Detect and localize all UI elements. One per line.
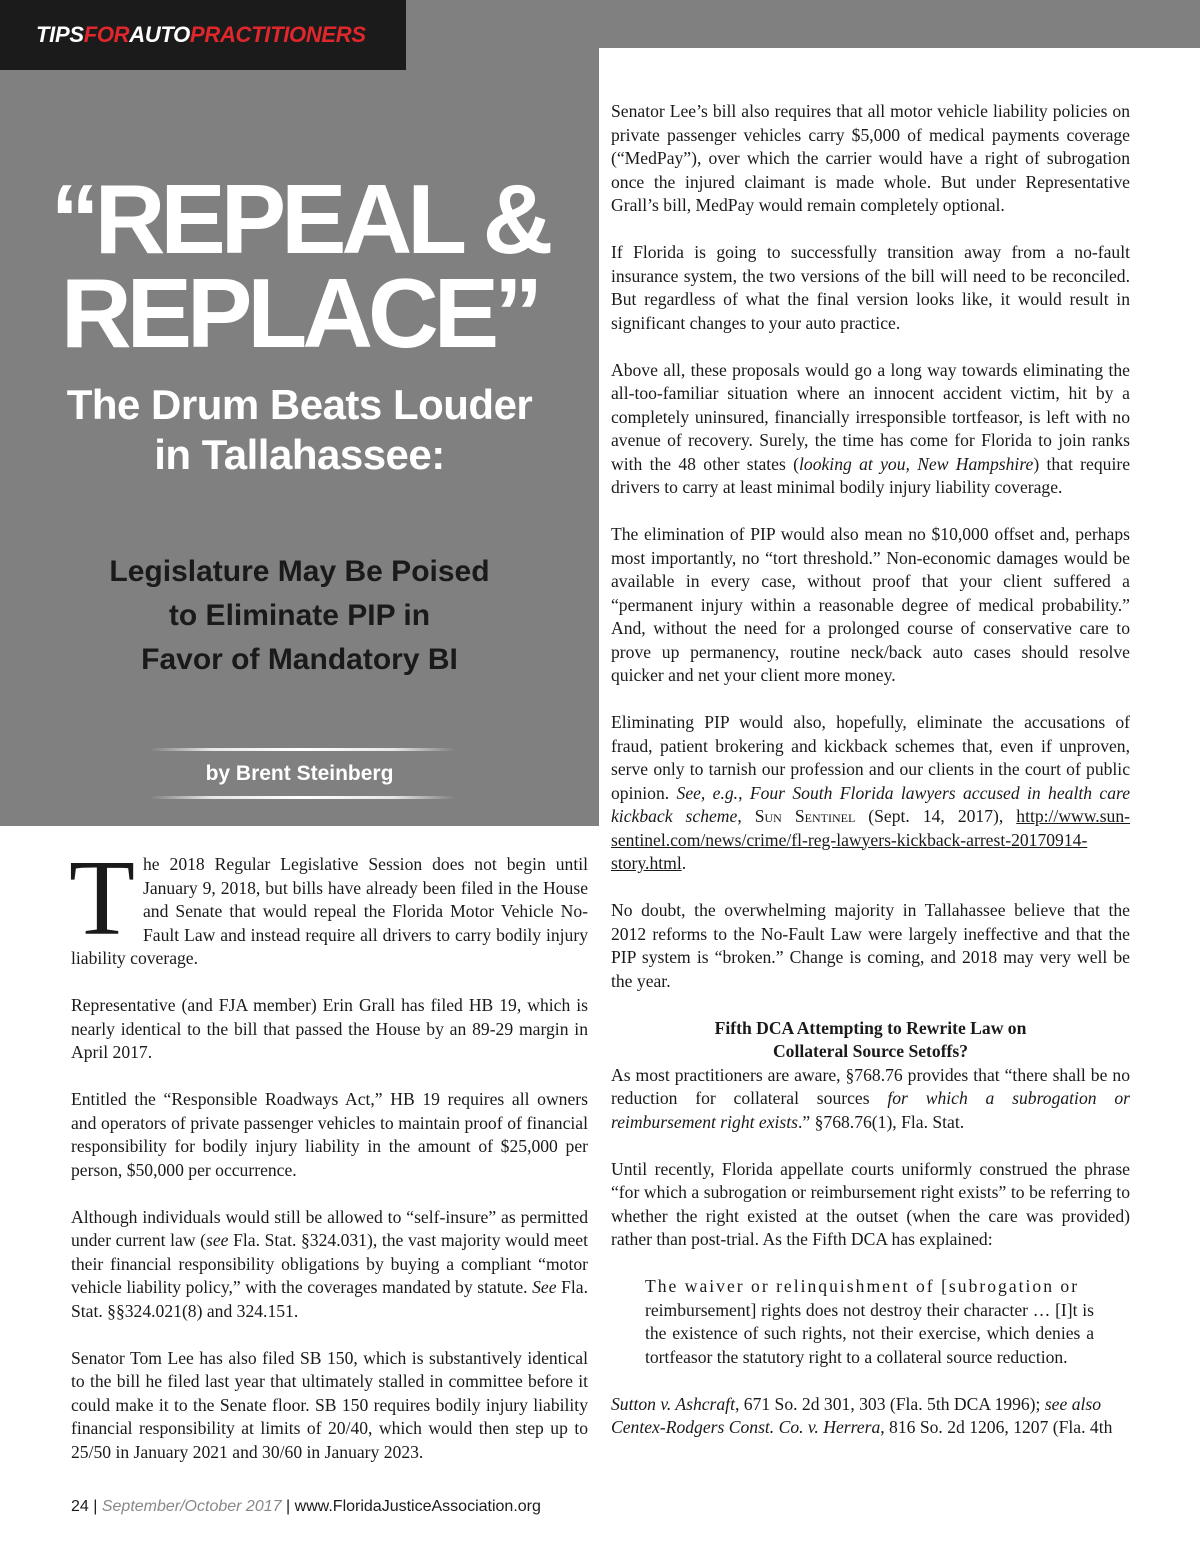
article-paragraph: Senator Tom Lee has also filed SB 150, which is substantively identical to the bill he filed last year that ultimately stalled in committee before it could make it to the Senate floor. SB 150 requires bodily injury liability financial responsibility at limits of 20/40, which would then step up to 25/50 in January 2021 and 30/60 in January 2023. <box>71 1347 588 1462</box>
subtitle-line-2: in Tallahassee: <box>154 431 445 478</box>
issue-date: September/October 2017 <box>101 1498 282 1515</box>
article-paragraph: As most practitioners are aware, §768.76 provides that “there shall be no reduction for collateral sources for which a subrogation or reimbursement right exists.” §768.76(1), Fla. Stat. <box>611 1064 1130 1132</box>
article-paragraph: No doubt, the overwhelming majority in Tallahassee believe that the 2012 reforms to the No-Fault Law were largely ineffective and that the PIP system is “broken.” Change is coming, and 2018 may very well be the year. <box>611 900 1130 991</box>
section-tag <box>0 0 406 70</box>
left-column <box>69 839 588 1488</box>
article-paragraph: Until recently, Florida appellate courts uniformly construed the phrase “for which a subrogation or reimbursement right exists” to be referring to whether the right existed at the outset (when the care was provided) rather than post-trial. As the Fifth DCA has explained: <box>611 1158 1130 1249</box>
byline: by Brent Steinberg <box>205 762 394 785</box>
right-column <box>611 100 1130 1463</box>
drop-cap: T <box>69 839 135 958</box>
deck-line-1: Legislature May Be Poised <box>109 555 490 588</box>
block-quote: The waiver or relinquishment of [subrogation or reimbursement] rights does not destroy their character … [I]t is the existence of such rights, not their exercise, which denies a tortfeasor the statutory right to a collateral source reduction. <box>645 1276 1094 1367</box>
article-paragraph: Eliminating PIP would also, hopefully, eliminate the accusations of fraud, patient brokering and kickback schemes that, even if unproven, serve only to tarnish our profession and our clients in the court of public opinion. See, e.g., Four South Florida lawyers accused in health care kickback scheme, Sun Sentinel (Sept. 14, 2017), http://www.sun-sentinel.com/news/crime/fl-reg-lawyers-kickback-arrest-20170914-story.html. <box>611 712 1130 873</box>
news-article-link[interactable]: http://www.sun-sentinel.com/news/crime/fl-reg-lawyers-kickback-arrest-20170914-story.html <box>611 806 1130 873</box>
section-tag-text: TIPSFORAUTOPRACTITIONERS <box>36 22 366 47</box>
page-footer: 24 | September/October 2017 | www.FloridaJusticeAssociation.org <box>71 1498 541 1515</box>
subtitle-line-1: The Drum Beats Louder <box>66 381 533 428</box>
byline-rule-top <box>150 748 455 751</box>
deck-line-2: to Eliminate PIP in <box>168 599 431 632</box>
article-paragraph: Although individuals would still be allowed to “self-insure” as permitted under current law (see Fla. Stat. §324.031), the vast majority would meet their financial responsibility obligations by buying a compliant “motor vehicle liability policy,” with the coverages mandated by statute. See Fla. Stat. §§324.021(8) and 324.151. <box>71 1206 588 1321</box>
byline-rule-bottom <box>150 796 455 799</box>
headline-line-1: “REPEAL & <box>50 164 549 274</box>
article-paragraph: The 2018 Regular Legislative Session does not begin until January 9, 2018, but bills have already been filed in the House and Senate that would repeal the Florida Motor Vehicle No-Fault Law and instead require all drivers to carry bodily injury liability coverage. <box>69 839 588 968</box>
website-link[interactable]: www.FloridaJusticeAssociation.org <box>294 1498 541 1515</box>
page-number: 24 <box>71 1498 89 1515</box>
section-subhead-line-1: Fifth DCA Attempting to Rewrite Law on <box>714 1017 1027 1038</box>
article-paragraph: The elimination of PIP would also mean no $10,000 offset and, perhaps most importantly, no “tort threshold.” Non-economic damages would be available in every case, without proof that your client suffered a “permanent injury within a reasonable degree of medical probability.” And, without the need for a prolonged course of conservative care to prove up permanency, routine neck/back auto cases should resolve quicker and net your client more money. <box>611 524 1130 685</box>
deck-line-3: Favor of Mandatory BI <box>141 643 458 676</box>
article-paragraph: Above all, these proposals would go a long way towards eliminating the all-too-familiar situation where an innocent accident victim, hit by a completely uninsured, financially irresponsible tortfeasor, is left with no avenue of recovery. Surely, the time has come for Florida to join ranks with the 48 other states (looking at you, New Hampshire) that require drivers to carry at least minimal bodily injury liability coverage. <box>611 359 1131 497</box>
article-paragraph: Sutton v. Ashcraft, 671 So. 2d 301, 303 (Fla. 5th DCA 1996); see also Centex-Rodgers Const. Co. v. Herrera, 816 So. 2d 1206, 1207 (Fla. 4th <box>611 1393 1113 1437</box>
article-paragraph: Senator Lee’s bill also requires that all motor vehicle liability policies on private passenger vehicles carry $5,000 of medical payments coverage (“MedPay”), over which the carrier would have a right of subrogation once the injured claimant is made whole. But under Representative Grall’s bill, MedPay would remain completely optional. <box>611 101 1130 215</box>
article-paragraph: Representative (and FJA member) Erin Grall has filed HB 19, which is nearly identical to the bill that passed the House by an 89-29 margin in April 2017. <box>71 995 588 1062</box>
headline-line-2: REPLACE” <box>60 258 539 368</box>
article-paragraph: If Florida is going to successfully transition away from a no-fault insurance system, the two versions of the bill will need to be reconciled. But regardless of what the final version looks like, it would result in significant changes to your auto practice. <box>611 242 1130 333</box>
article-paragraph: Entitled the “Responsible Roadways Act,” HB 19 requires all owners and operators of private passenger vehicles to maintain proof of financial responsibility for bodily injury liability in the amount of $25,000 per person, $50,000 per occurrence. <box>71 1089 588 1180</box>
section-subhead-line-2: Collateral Source Setoffs? <box>772 1041 969 1061</box>
